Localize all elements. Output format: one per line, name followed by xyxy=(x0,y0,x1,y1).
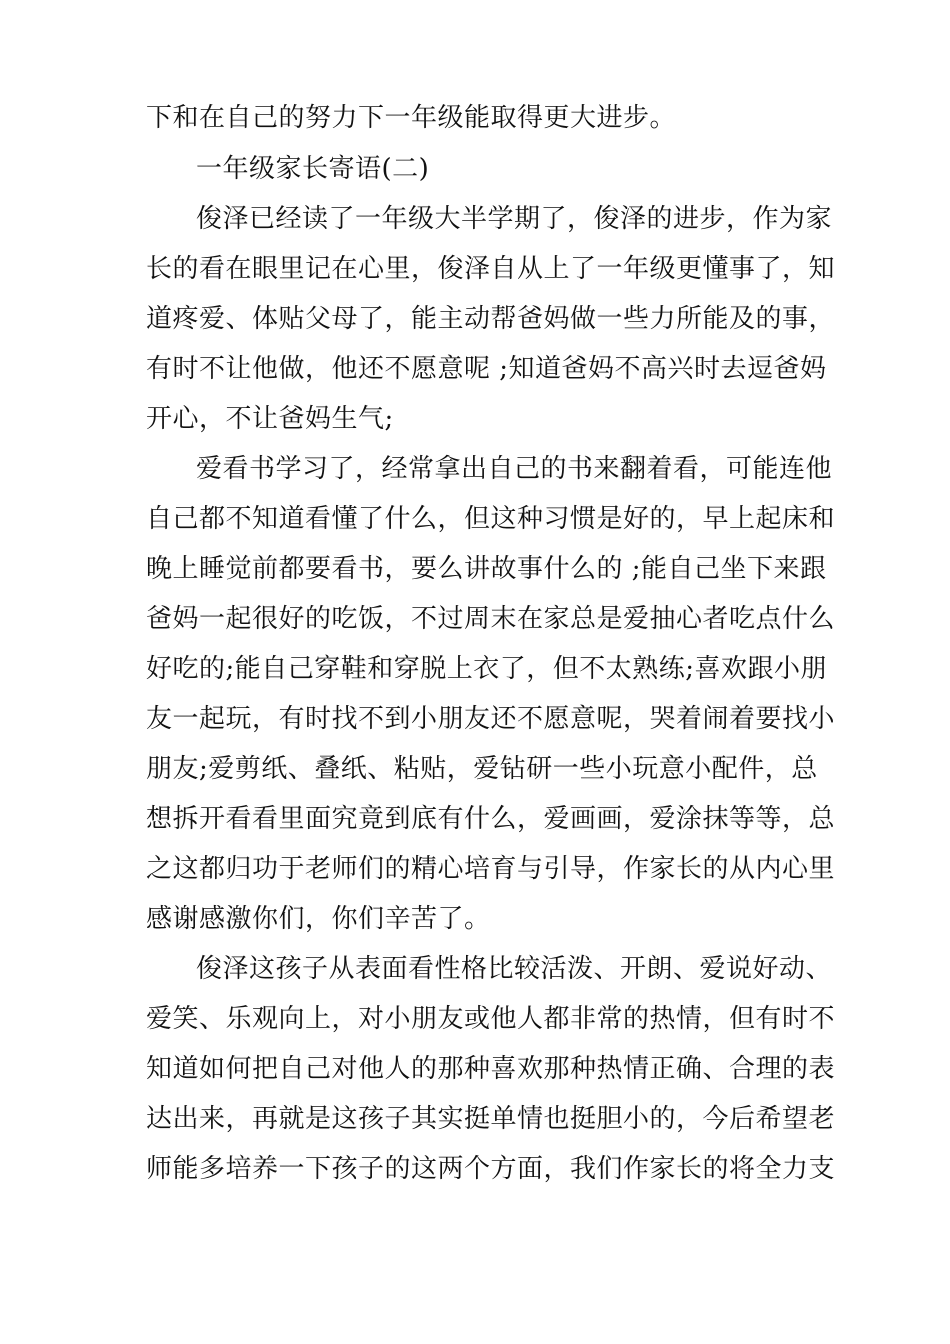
text-line: 下和在自己的努力下一年级能取得更大进步。 xyxy=(146,103,677,133)
text-line: 晚上睡觉前都要看书，要么讲故事什么的 ;能自己坐下来跟 xyxy=(146,554,827,584)
text-line: 朋友;爱剪纸、叠纸、粘贴，爱钻研一些小玩意小配件，总 xyxy=(146,754,818,784)
text-line: 爱笑、乐观向上，对小朋友或他人都非常的热情，但有时不 xyxy=(146,1004,836,1034)
text-line: 之这都归功于老师们的精心培育与引导，作家长的从内心里 xyxy=(146,854,836,884)
text-line: 师能多培养一下孩子的这两个方面，我们作家长的将全力支 xyxy=(146,1154,836,1184)
text-line: 想拆开看看里面究竟到底有什么，爱画画，爱涂抹等等，总 xyxy=(146,804,836,834)
text-line: 俊泽已经读了一年级大半学期了，俊泽的进步，作为家 xyxy=(196,204,833,234)
text-line: 俊泽这孩子从表面看性格比较活泼、开朗、爱说好动、 xyxy=(196,954,833,984)
text-line: 达出来，再就是这孩子其实挺单情也挺胆小的，今后希望老 xyxy=(146,1104,836,1134)
text-line: 爱看书学习了，经常拿出自己的书来翻着看，可能连他 xyxy=(196,454,833,484)
text-line: 自己都不知道看懂了什么，但这种习惯是好的，早上起床和 xyxy=(146,504,836,534)
text-line: 爸妈一起很好的吃饭，不过周末在家总是爱抽心者吃点什么 xyxy=(146,604,836,634)
text-line: 有时不让他做，他还不愿意呢 ;知道爸妈不高兴时去逗爸妈 xyxy=(146,354,827,384)
text-line: 友一起玩，有时找不到小朋友还不愿意呢，哭着闹着要找小 xyxy=(146,704,836,734)
text-line: 感谢感激你们，你们辛苦了。 xyxy=(146,904,491,934)
section-heading: 一年级家长寄语(二) xyxy=(196,154,430,184)
text-line: 知道如何把自己对他人的那种喜欢那种热情正确、合理的表 xyxy=(146,1054,836,1084)
text-line: 道疼爱、体贴父母了，能主动帮爸妈做一些力所能及的事， xyxy=(146,304,836,334)
text-line: 好吃的;能自己穿鞋和穿脱上衣了，但不太熟练;喜欢跟小朋 xyxy=(146,654,828,684)
text-line: 开心，不让爸妈生气; xyxy=(146,404,394,434)
text-line: 长的看在眼里记在心里，俊泽自从上了一年级更懂事了，知 xyxy=(146,254,836,284)
